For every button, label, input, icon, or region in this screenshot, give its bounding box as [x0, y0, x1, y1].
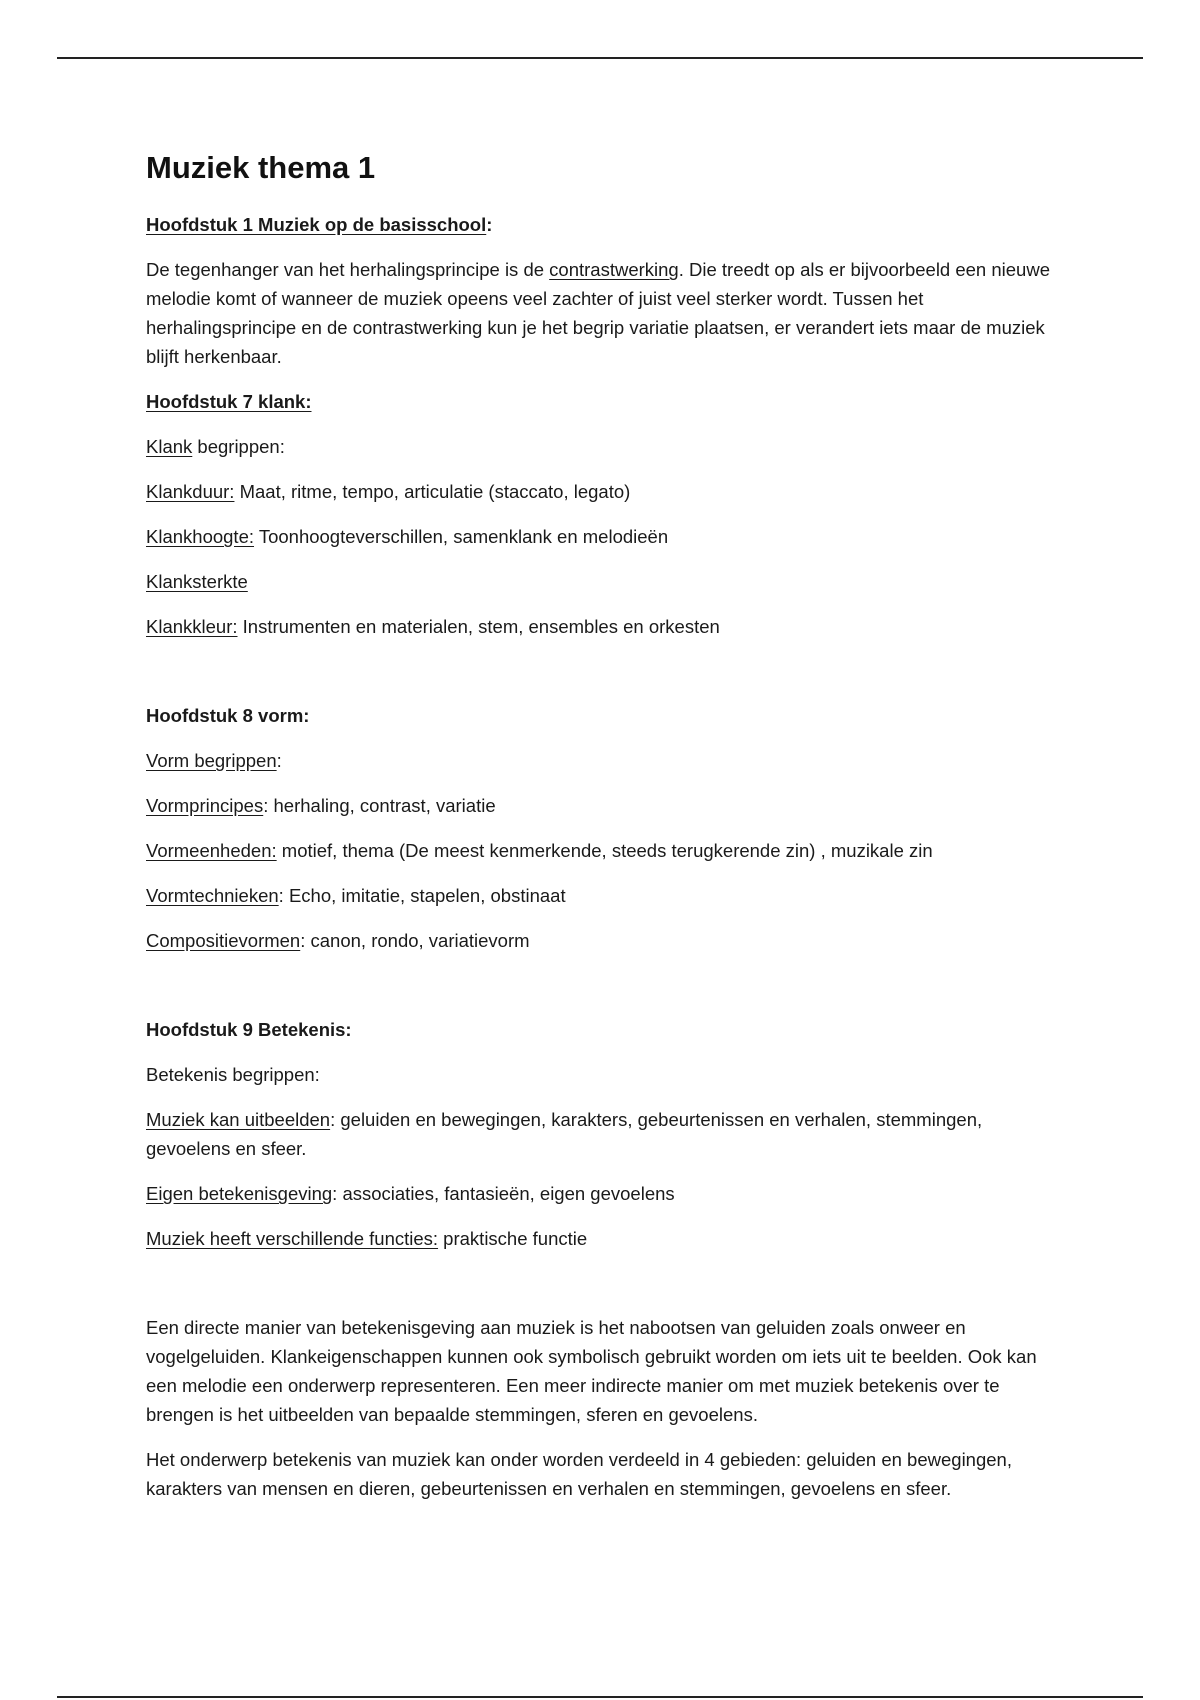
vormprincipes-desc: : herhaling, contrast, variatie [263, 795, 496, 816]
chapter-9-heading: Hoofdstuk 9 Betekenis: [146, 1019, 352, 1040]
chapter-1-paragraph [146, 255, 1066, 371]
vormeenheden-desc: motief, thema (De meest kenmerkende, steeds terugkerende zin) , muzikale zin [276, 840, 933, 861]
functies-term: Muziek heeft verschillende functies: [146, 1228, 439, 1249]
klanksterkte-term: Klanksterkte [146, 571, 248, 592]
compositievormen-item [146, 926, 1066, 955]
betekenisgeving-item [146, 1179, 1066, 1208]
klankhoogte-desc: Toonhoogteverschillen, samenklank en melodieën [254, 526, 669, 547]
vormtechnieken-term: Vormtechnieken [146, 885, 279, 906]
betekenisgeving-term: Eigen betekenisgeving [146, 1183, 333, 1204]
klank-item [146, 432, 1066, 461]
chapter-1-heading [146, 210, 1066, 239]
klankduur-item [146, 477, 1066, 506]
vormprincipes-term: Vormprincipes [146, 795, 264, 816]
klank-desc: begrippen: [192, 436, 285, 457]
header-rule [57, 57, 1143, 59]
chapter-1-para-pre: De tegenhanger van het herhalingsprincipe is de [146, 259, 550, 280]
document-title: Muziek thema 1 [146, 150, 376, 185]
betekenisgeving-desc: : associaties, fantasieën, eigen gevoelens [332, 1183, 675, 1204]
vormeenheden-item [146, 836, 1066, 865]
chapter-1-heading-colon: : [486, 214, 493, 235]
betekenis-paragraph-2: Het onderwerp betekenis van muziek kan onder worden verdeeld in 4 gebieden: geluiden en bewegingen, karakters van mensen en dieren, gebeurtenissen en verhalen en stemmingen, gevoelens en sfeer. [146, 1449, 1012, 1499]
klanksterkte-item [146, 567, 1066, 596]
footer-rule [57, 1696, 1143, 1698]
vormprincipes-item [146, 791, 1066, 820]
vorm-term: Vorm begrippen [146, 750, 277, 771]
uitbeelden-item [146, 1105, 1066, 1163]
chapter-1-para-post: . Die treedt op als er bijvoorbeeld een nieuwe melodie komt of wanneer de muziek opeens veel zachter of juist veel sterker wordt. Tussen het herhalingsprincipe en de contrastwerking kun je het begrip variatie plaatsen, er verandert iets maar de muziek blijft herkenbaar. [146, 259, 1050, 367]
functies-desc: praktische functie [438, 1228, 588, 1249]
chapter-8-heading: Hoofdstuk 8 vorm: [146, 705, 310, 726]
betekenis-intro: Betekenis begrippen: [146, 1064, 320, 1085]
compositievormen-term: Compositievormen [146, 930, 301, 951]
klankduur-desc: Maat, ritme, tempo, articulatie (staccato, legato) [234, 481, 631, 502]
klankduur-term: Klankduur: [146, 481, 235, 502]
uitbeelden-term: Muziek kan uitbeelden [146, 1109, 331, 1130]
document-page [146, 148, 1066, 1503]
vorm-desc: : [276, 750, 282, 771]
vormtechnieken-item [146, 881, 1066, 910]
uitbeelden-desc: : geluiden en bewegingen, karakters, gebeurtenissen en verhalen, stemmingen, gevoelens en sfeer. [146, 1109, 983, 1159]
compositievormen-desc: : canon, rondo, variatievorm [300, 930, 530, 951]
betekenis-paragraph-1: Een directe manier van betekenisgeving aan muziek is het nabootsen van geluiden zoals onweer en vogelgeluiden. Klankeigenschappen kunnen ook symbolisch gebruikt worden om iets uit te beelden. Ook kan een melodie een onderwerp representeren. Een meer indirecte manier om met muziek betekenis over te brengen is het uitbeelden van bepaalde stemmingen, sferen en gevoelens. [146, 1317, 1037, 1425]
klankhoogte-term: Klankhoogte: [146, 526, 255, 547]
functies-item [146, 1224, 1066, 1253]
klankkleur-term: Klankkleur: [146, 616, 238, 637]
vormeenheden-term: Vormeenheden: [146, 840, 277, 861]
klankkleur-desc: Instrumenten en materialen, stem, ensembles en orkesten [237, 616, 720, 637]
klank-term: Klank [146, 436, 193, 457]
vormtechnieken-desc: : Echo, imitatie, stapelen, obstinaat [278, 885, 566, 906]
contrastwerking-term: contrastwerking [549, 259, 679, 280]
vorm-item [146, 746, 1066, 775]
klankhoogte-item [146, 522, 1066, 551]
chapter-1-heading-text: Hoofdstuk 1 Muziek op de basisschool [146, 214, 487, 235]
chapter-7-heading: Hoofdstuk 7 klank: [146, 391, 312, 412]
klankkleur-item [146, 612, 1066, 641]
